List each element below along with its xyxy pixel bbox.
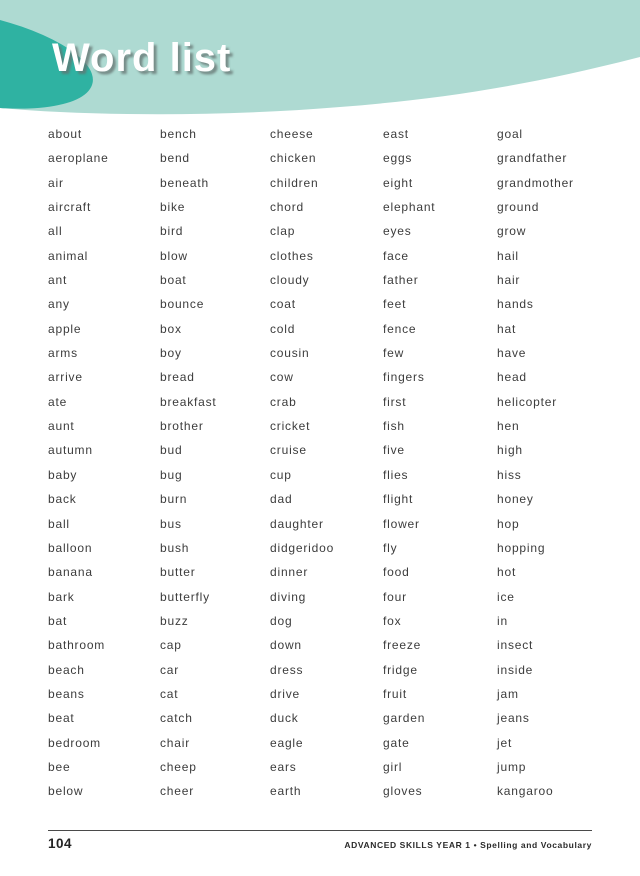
word-item: grandfather	[497, 151, 568, 166]
word-item: cousin	[270, 346, 310, 361]
word-item: four	[383, 589, 407, 604]
word-item: back	[48, 492, 77, 507]
word-item: five	[383, 443, 405, 458]
word-item: cricket	[270, 419, 311, 434]
word-item: daughter	[270, 516, 324, 531]
word-item: any	[48, 297, 70, 312]
word-item: few	[383, 346, 405, 361]
word-item: ball	[48, 516, 70, 531]
word-item: chord	[270, 200, 305, 215]
word-item: bird	[160, 224, 184, 239]
word-item: autumn	[48, 443, 93, 458]
word-item: jam	[497, 686, 519, 701]
word-item: chicken	[270, 151, 317, 166]
word-item: air	[48, 175, 64, 190]
word-item: high	[497, 443, 523, 458]
word-item: ate	[48, 394, 68, 409]
word-item: beneath	[160, 175, 209, 190]
word-item: flies	[383, 467, 409, 482]
word-item: car	[160, 662, 180, 677]
word-item: duck	[270, 711, 299, 726]
word-item: dad	[270, 492, 293, 507]
word-item: girl	[383, 759, 403, 774]
word-item: grow	[497, 224, 527, 239]
word-column-1	[48, 127, 109, 809]
word-item: bedroom	[48, 735, 101, 750]
footer-text: ADVANCED SKILLS YEAR 1 • Spelling and Vocabulary	[344, 840, 592, 850]
word-item: beat	[48, 711, 75, 726]
word-item: feet	[383, 297, 407, 312]
word-item: bat	[48, 613, 68, 628]
word-item: chair	[160, 735, 191, 750]
word-item: dinner	[270, 565, 309, 580]
word-item: fish	[383, 419, 405, 434]
word-item: aeroplane	[48, 151, 109, 166]
word-item: fridge	[383, 662, 418, 677]
word-item: bee	[48, 759, 71, 774]
word-item: eggs	[383, 151, 413, 166]
word-item: ground	[497, 200, 540, 215]
word-item: burn	[160, 492, 188, 507]
word-item: grandmother	[497, 175, 574, 190]
page-title: Word list	[52, 36, 232, 80]
word-item: bud	[160, 443, 183, 458]
word-item: breakfast	[160, 394, 217, 409]
word-item: fox	[383, 613, 402, 628]
word-item: diving	[270, 589, 307, 604]
word-item: bark	[48, 589, 75, 604]
word-item: bounce	[160, 297, 205, 312]
word-item: cow	[270, 370, 294, 385]
word-item: children	[270, 175, 319, 190]
word-item: cat	[160, 686, 179, 701]
word-item: hop	[497, 516, 520, 531]
word-item: ears	[270, 759, 297, 774]
word-item: hen	[497, 419, 520, 434]
word-item: coat	[270, 297, 296, 312]
word-column-5	[497, 127, 574, 809]
word-item: have	[497, 346, 527, 361]
word-item: didgeridoo	[270, 540, 335, 555]
word-item: food	[383, 565, 410, 580]
word-item: father	[383, 273, 419, 288]
word-item: hail	[497, 248, 519, 263]
word-item: head	[497, 370, 527, 385]
word-item: ice	[497, 589, 515, 604]
word-item: crab	[270, 394, 297, 409]
footer-rule	[48, 830, 592, 831]
word-item: bathroom	[48, 638, 106, 653]
word-item: box	[160, 321, 182, 336]
word-item: garden	[383, 711, 426, 726]
word-column-3	[270, 127, 334, 809]
word-item: cloudy	[270, 273, 310, 288]
word-item: eyes	[383, 224, 412, 239]
word-item: clap	[270, 224, 296, 239]
word-column-2	[160, 127, 217, 809]
word-item: bread	[160, 370, 195, 385]
word-item: drive	[270, 686, 301, 701]
word-item: hands	[497, 297, 534, 312]
word-item: bend	[160, 151, 190, 166]
word-item: beach	[48, 662, 85, 677]
word-item: bench	[160, 127, 197, 141]
word-item: in	[497, 613, 508, 628]
word-item: beans	[48, 686, 85, 701]
word-item: flight	[383, 492, 414, 507]
word-item: cold	[270, 321, 296, 336]
word-column-4	[383, 127, 435, 809]
word-item: helicopter	[497, 394, 558, 409]
word-item: cup	[270, 467, 292, 482]
word-item: ant	[48, 273, 68, 288]
word-item: first	[383, 394, 407, 409]
word-item: about	[48, 127, 83, 141]
word-item: clothes	[270, 248, 314, 263]
word-item: hot	[497, 565, 517, 580]
word-item: eagle	[270, 735, 304, 750]
word-item: elephant	[383, 200, 436, 215]
word-item: fruit	[383, 686, 408, 701]
word-item: butterfly	[160, 589, 210, 604]
word-item: aunt	[48, 419, 75, 434]
word-item: inside	[497, 662, 534, 677]
word-item: goal	[497, 127, 523, 141]
word-item: eight	[383, 175, 414, 190]
word-item: aircraft	[48, 200, 92, 215]
word-item: jeans	[497, 711, 530, 726]
word-item: earth	[270, 784, 302, 799]
word-item: all	[48, 224, 63, 239]
word-item: insect	[497, 638, 534, 653]
word-item: boy	[160, 346, 182, 361]
word-item: butter	[160, 565, 196, 580]
word-item: below	[48, 784, 84, 799]
word-item: honey	[497, 492, 534, 507]
word-item: jet	[497, 735, 513, 750]
word-item: bush	[160, 540, 190, 555]
word-item: jump	[497, 759, 527, 774]
word-item: cheer	[160, 784, 195, 799]
word-item: fly	[383, 540, 398, 555]
word-item: kangaroo	[497, 784, 554, 799]
word-item: fingers	[383, 370, 425, 385]
word-item: animal	[48, 248, 89, 263]
word-item: flower	[383, 516, 420, 531]
word-item: freeze	[383, 638, 422, 653]
word-item: bus	[160, 516, 182, 531]
word-item: fence	[383, 321, 417, 336]
word-item: blow	[160, 248, 188, 263]
word-item: balloon	[48, 540, 93, 555]
word-item: arms	[48, 346, 78, 361]
word-item: cruise	[270, 443, 307, 458]
word-item: face	[383, 248, 409, 263]
word-item: gate	[383, 735, 410, 750]
word-item: bug	[160, 467, 183, 482]
word-item: banana	[48, 565, 93, 580]
word-item: cheese	[270, 127, 314, 141]
word-item: gloves	[383, 784, 423, 799]
word-item: brother	[160, 419, 204, 434]
word-item: hopping	[497, 540, 546, 555]
word-item: baby	[48, 467, 78, 482]
word-item: dress	[270, 662, 304, 677]
word-item: cap	[160, 638, 182, 653]
page-number: 104	[48, 836, 73, 851]
word-item: apple	[48, 321, 82, 336]
word-item: hat	[497, 321, 517, 336]
word-item: hiss	[497, 467, 522, 482]
word-item: hair	[497, 273, 521, 288]
word-item: bike	[160, 200, 186, 215]
word-item: east	[383, 127, 409, 141]
word-item: buzz	[160, 613, 189, 628]
word-item: arrive	[48, 370, 83, 385]
word-item: down	[270, 638, 302, 653]
word-item: dog	[270, 613, 293, 628]
word-item: cheep	[160, 759, 197, 774]
word-item: catch	[160, 711, 193, 726]
word-item: boat	[160, 273, 187, 288]
